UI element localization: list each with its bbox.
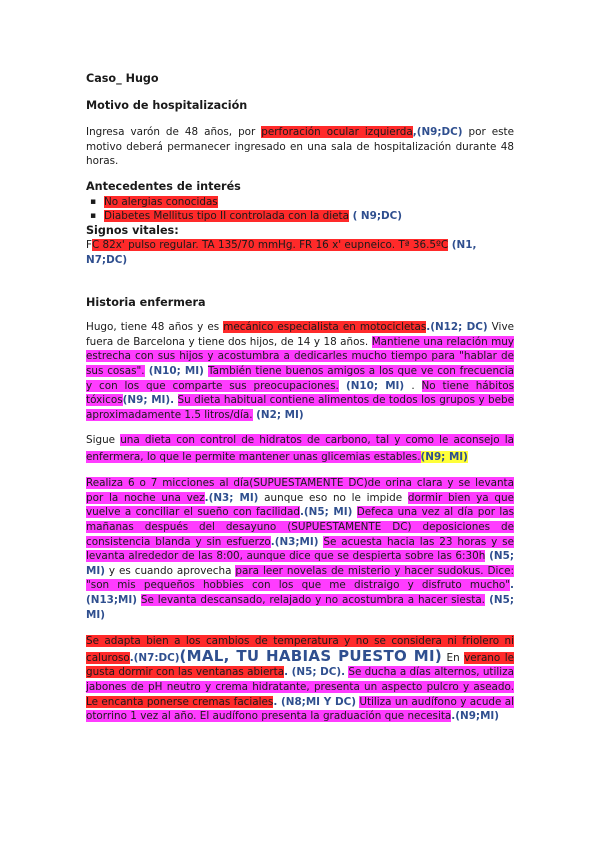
motivo-text: Ingresa varón de 48 años, por <box>86 126 262 139</box>
p3-code-5: . (N13;MI) <box>86 579 514 607</box>
p1-code-4: (N9; MI). <box>122 394 175 407</box>
antecedente-1: No alergias conocidas <box>104 195 218 208</box>
list-item <box>104 209 514 224</box>
p3-code-1: .(N3; MI) <box>204 491 259 504</box>
p3-code-4: (N5; MI) <box>86 550 514 577</box>
p4-code-1: .(N7:DC) <box>129 651 180 664</box>
p3-code-3: .(N3;MI) <box>270 535 319 548</box>
p1-hl-friends: También tiene buenos amigos a los que ve con frecuencia y con los que comparte sus preocupaciones. <box>86 364 514 392</box>
list-item <box>104 195 514 210</box>
p1-code-5: (N2; MI) <box>252 408 304 421</box>
signos-highlight: C 82x' pulso regular. TA 135/70 mmHg. FR 16 x' eupneico. Tª 36.5ºC <box>91 239 449 252</box>
historia-p3 <box>86 476 514 622</box>
p4-hl-creams: Le encanta ponerse cremas faciales <box>86 695 274 708</box>
antecedentes-heading: Antecedentes de interés <box>86 179 241 193</box>
p1-code-2: (N10; MI) <box>144 364 208 377</box>
motivo-paragraph <box>86 125 514 169</box>
p3-code-2: .(N5; MI) <box>299 506 353 519</box>
p1-hl-job: mecánico especialista en motocicletas <box>223 321 427 334</box>
historia-heading: Historia enfermera <box>86 295 206 309</box>
p4-code-5: .(N9;MI) <box>451 710 500 723</box>
historia-p1 <box>86 320 514 422</box>
p4-hl-audifono: Utiliza un audífono y acude al otorrino 1 vez al año. El audífono presenta la graduación que necesita <box>86 695 515 723</box>
signos-heading: Signos vitales: <box>86 223 179 237</box>
signos-code: (N1, N7;DC) <box>86 239 477 266</box>
p3-hl-micciones: Realiza 6 o 7 micciones al día(SUPUESTAMENTE DC)de orina clara y se levanta por la noche una vez <box>86 477 514 504</box>
p1-hl-children: Mantiene una relación muy estrecha con sus hijos y acostumbra a dedicarles mucho tiempo para "hablar de sus cosas". <box>86 335 514 377</box>
case-title: Caso_ Hugo <box>86 72 159 85</box>
historia-p2 <box>86 432 514 466</box>
p1-text: Vive fuera de Barcelona y tiene dos hijos, de 14 y 18 años. <box>86 321 514 348</box>
p3-code-6: (N5; MI) <box>86 594 515 621</box>
p4-hl-temperature: Se adapta bien a los cambios de temperatura y no se considera ni friolero ni caluroso <box>86 635 514 664</box>
p1-text: Hugo, tiene 48 años y es <box>86 321 224 334</box>
p1-hl-toxic: No tiene hábitos tóxicos <box>86 379 514 407</box>
p3-hl-hobbies: para leer novelas de misterio y hacer sudokus. Dice: "son mis pequeños hobbies con los que me distraigo y disfruto mucho" <box>86 564 514 592</box>
p4-code-4: . (N8;MI Y DC) <box>273 695 356 708</box>
p4-hl-shower: Se ducha a días alternos, utiliza jabones de pH neutro y crema hidratante, presenta un aspecto pulcro y aseado. <box>86 666 514 693</box>
p1-hl-diet: Su dieta habitual contiene alimentos de todos los grupos y bebe aproximadamente 1.5 litros/día. <box>86 394 514 421</box>
motivo-highlight: perforación ocular izquierda <box>261 126 413 139</box>
p3-text: aunque eso no le impide <box>258 491 408 504</box>
signos-paragraph <box>86 238 514 267</box>
p2-text: Sigue <box>86 434 121 447</box>
antecedentes-list <box>86 195 514 224</box>
p2-hl-diet: una dieta con control de hidratos de carbono, tal y como le aconsejo la enfermera, lo que le permite mantener unas glicemias estables. <box>86 434 514 464</box>
p4-text: En <box>442 651 465 664</box>
antecedente-2-code: ( N9;DC) <box>348 210 403 223</box>
signos-text: F <box>86 239 92 252</box>
p3-text: y es cuando aprovecha <box>104 564 236 577</box>
p1-code-1: .(N12; DC) <box>426 321 488 334</box>
p4-code-2: . (N5; DC). <box>284 666 346 679</box>
p3-hl-defeca: Defeca una vez al día por las mañanas después del desayuno (SUPUESTAMENTE DC) deposiciones de consistencia blanda y sin esfuerzo <box>86 506 515 548</box>
p1-code-3: (N10; MI) <box>338 379 412 392</box>
antecedente-2: Diabetes Mellitus tipo II controlada con la dieta <box>104 210 349 223</box>
motivo-text-end: por este motivo deberá permanecer ingresado en una sala de hospitalización durante 48 horas. <box>86 126 514 168</box>
p3-hl-sleep: dormir bien ya que vuelve a conciliar el sueño con facilidad <box>86 491 514 519</box>
p4-correction-note: (MAL, TU HABIAS PUESTO MI) <box>179 646 443 665</box>
motivo-code: ,(N9;DC) <box>412 126 463 139</box>
p4-hl-summer: verano le gusta dormir con las ventanas abierta <box>86 651 514 679</box>
p3-hl-acuesta: Se acuesta hacia las 23 horas y se levanta alrededor de las 8:00, aunque dice que se despierta sobre las 6:30h <box>86 535 514 563</box>
motivo-heading: Motivo de hospitalización <box>86 98 248 112</box>
p2-code: (N9; MI) <box>420 451 468 464</box>
document-page <box>86 68 514 724</box>
p1-text: . <box>411 379 422 392</box>
p3-hl-rest: Se levanta descansado, relajado y no acostumbra a hacer siesta. <box>140 594 485 607</box>
historia-p4 <box>86 634 514 724</box>
